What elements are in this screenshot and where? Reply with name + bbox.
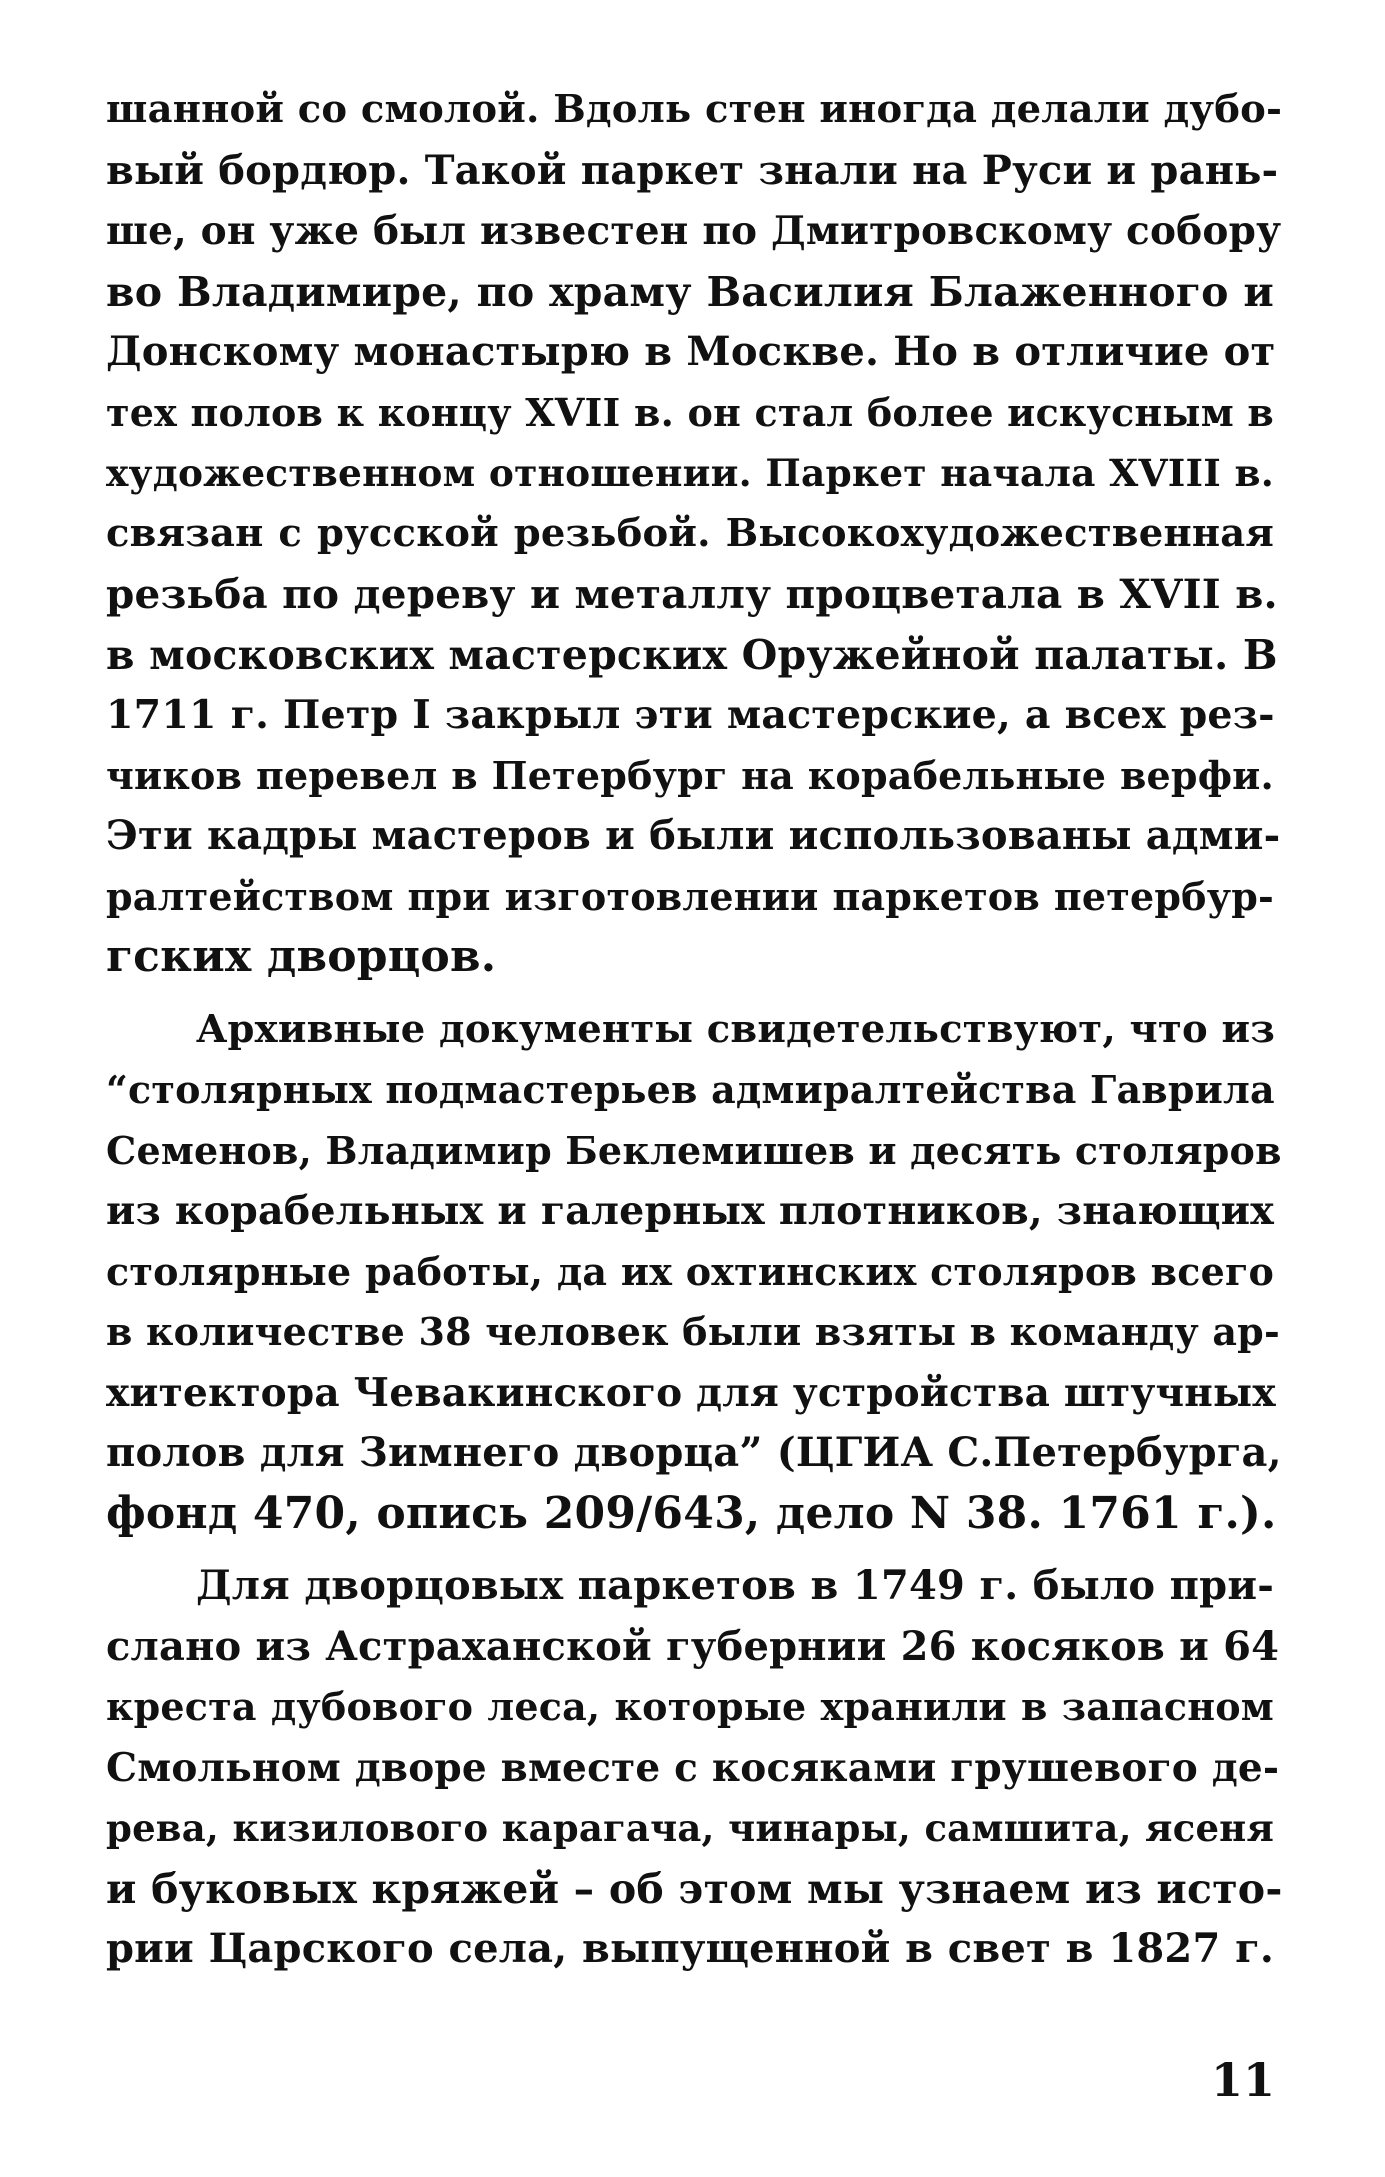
- text-line: Архивные документы свидетельствуют, что из: [196, 1006, 1275, 1052]
- text-line: хитектора Чевакинского для устройства штучных: [106, 1369, 1276, 1416]
- text-line: резьба по дереву и металлу процветала в XVII в.: [106, 570, 1278, 618]
- paragraph-gap: [106, 1544, 1274, 1556]
- paragraph-3: [106, 1556, 1283, 1980]
- text-line: чиков перевел в Петербург на корабельные верфи.: [106, 752, 1274, 798]
- text-line: столярные работы, да их охтинских столяров всего: [106, 1248, 1274, 1294]
- text-line: фонд 470, опись 209/643, дело N 38. 1761 г.).: [106, 1487, 1277, 1539]
- text-line: Донскому монастырю в Москве. Но в отличие от: [106, 328, 1276, 375]
- text-line: и буковых кряжей – об этом мы узнаем из исто-: [106, 1864, 1283, 1913]
- text-line: “столярных подмастерьев адмиралтейства Гаврила: [106, 1067, 1275, 1112]
- text-line: ралтейством при изготовлении паркетов петербур-: [106, 873, 1274, 919]
- text-line: Семенов, Владимир Беклемишев и десять столяров: [106, 1127, 1282, 1173]
- text-line: гских дворцов.: [106, 931, 497, 982]
- body-text: [106, 80, 1283, 1980]
- text-line: рева, кизилового карагача, чинары, самшита, ясеня: [106, 1806, 1274, 1850]
- text-line: креста дубового леса, которые хранили в запасном: [106, 1684, 1274, 1729]
- text-line: Эти кадры мастеров и были использованы адми-: [106, 812, 1281, 859]
- text-line: в московских мастерских Оружейной палаты. В: [106, 630, 1278, 679]
- text-line: Смольном дворе вместе с косяками грушевого де-: [106, 1744, 1280, 1791]
- text-line: Для дворцовых паркетов в 1749 г. было при-: [196, 1562, 1274, 1609]
- text-line: ше, он уже был известен по Дмитровскому собору: [106, 208, 1282, 254]
- text-line: художественном отношении. Паркет начала XVIII в.: [106, 451, 1274, 495]
- text-line: полов для Зимнего дворца” (ЦГИА С.Петербурга,: [106, 1429, 1282, 1476]
- text-line: связан с русской резьбой. Высокохудожественная: [106, 510, 1274, 556]
- text-line: слано из Астраханской губернии 26 косяков и 64: [106, 1622, 1280, 1670]
- paragraph-2: [106, 1000, 1282, 1545]
- text-line: вый бордюр. Такой паркет знали на Руси и рань-: [106, 146, 1279, 194]
- page-number: 11: [1210, 2053, 1275, 2107]
- text-line: из корабельных и галерных плотников, знающих: [106, 1188, 1274, 1234]
- text-line: 1711 г. Петр I закрыл эти мастерские, а всех рез-: [106, 692, 1275, 738]
- text-line: во Владимире, по храму Василия Блаженного и: [106, 267, 1274, 316]
- paragraph-1: [106, 80, 1283, 988]
- text-line: в количестве 38 человек были взяты в команду ар-: [106, 1309, 1280, 1354]
- text-line: шанной со смолой. Вдоль стен иногда делали дубо-: [106, 87, 1283, 132]
- text-line: тех полов к концу XVII в. он стал более искусным в: [106, 389, 1274, 435]
- paragraph-gap: [106, 988, 1274, 1000]
- text-line: рии Царского села, выпущенной в свет в 1827 г.: [106, 1925, 1274, 1972]
